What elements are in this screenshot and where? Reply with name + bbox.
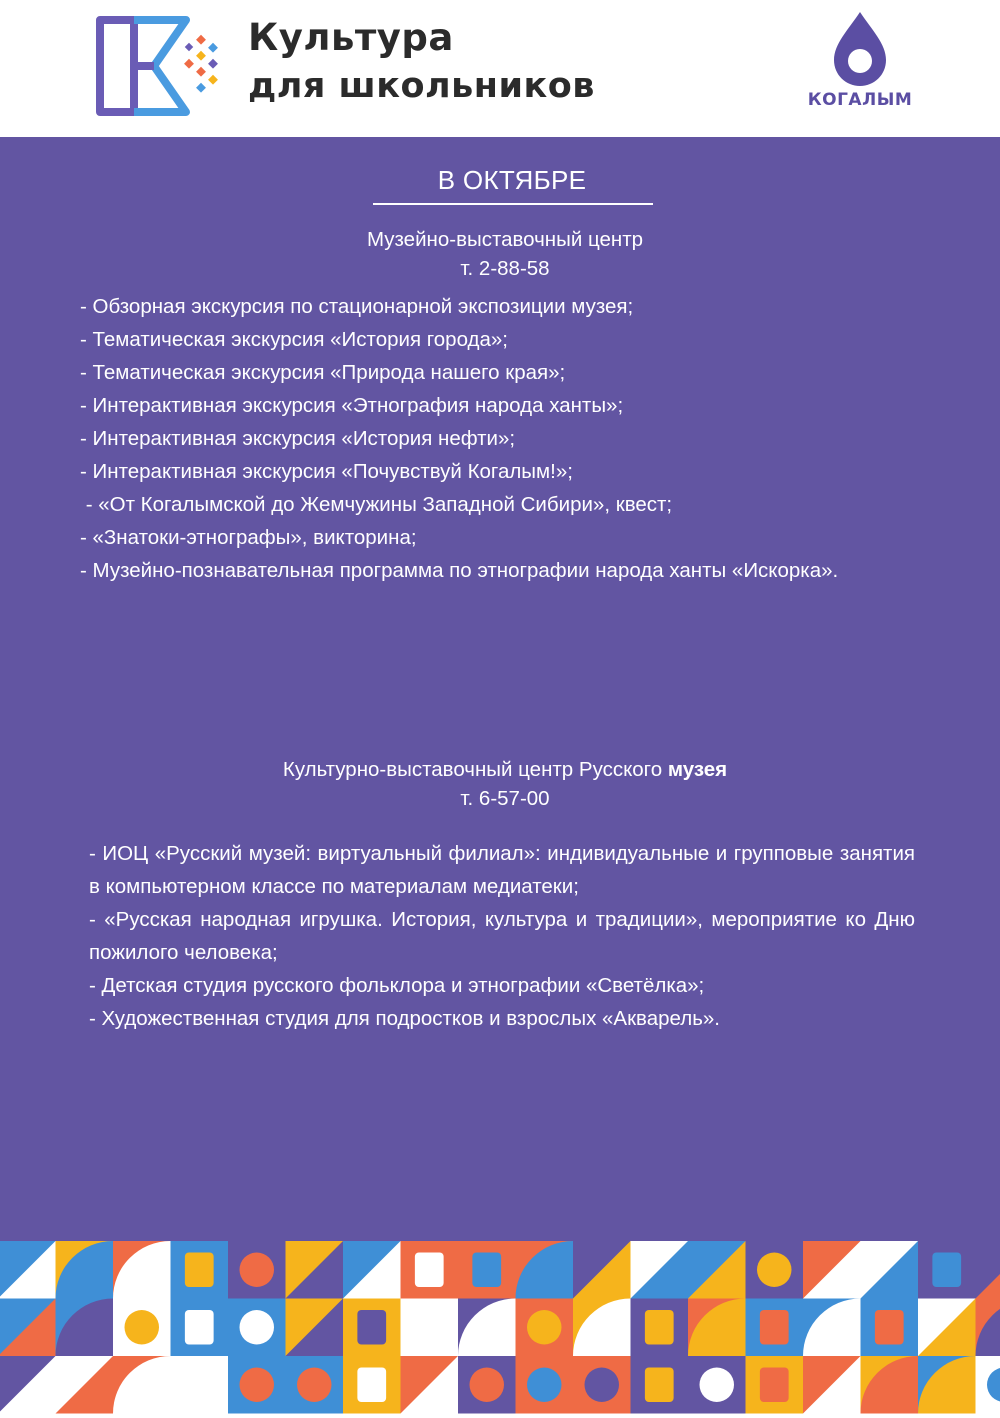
list-item: - «Русская народная игрушка. История, культура и традиции», мероприятие ко Дню пожилого человека; [89, 903, 915, 969]
circle-icon [631, 1299, 689, 1357]
lyre-icon [861, 1241, 919, 1299]
brand-title [248, 14, 595, 110]
palette-icon [0, 1241, 56, 1299]
circle-icon [631, 1356, 689, 1414]
lyre-icon [516, 1299, 574, 1357]
list-item: - Тематическая экскурсия «История города»; [80, 323, 838, 356]
list-item: - ИОЦ «Русский музей: виртуальный филиал»: индивидуальные и групповые занятия в компьютерном классе по материалам медиатеки; [89, 837, 915, 903]
book-icon [746, 1356, 804, 1414]
section2-phone: т. 6-57-00 [0, 784, 1000, 813]
list-item: - «Знатоки-этнографы», викторина; [80, 521, 838, 554]
egg-icon [228, 1299, 286, 1357]
brand-line1: Культура [248, 14, 595, 62]
egg-icon [918, 1356, 976, 1414]
list-item: - Художественная студия для подростков и взрослых «Акварель». [89, 1002, 915, 1035]
circle-icon [976, 1356, 1000, 1414]
column-icon [458, 1299, 516, 1357]
column-icon [803, 1241, 861, 1299]
section2-list [89, 837, 915, 1035]
egg-icon [573, 1299, 631, 1357]
lyre-icon [171, 1356, 229, 1414]
list-item: - Интерактивная экскурсия «Почувствуй Когалым!»; [80, 455, 838, 488]
city-name: КОГАЛЫМ [800, 90, 920, 110]
egg-icon [228, 1241, 286, 1299]
title-underline [373, 203, 653, 205]
column-icon [803, 1299, 861, 1357]
brand-line2: для школьников [248, 62, 595, 110]
lyre-icon [171, 1299, 229, 1357]
circle-icon [976, 1241, 1000, 1299]
palette-icon [688, 1241, 746, 1299]
list-item: - Интерактивная экскурсия «История нефти»; [80, 422, 838, 455]
list-item: - Музейно-познавательная программа по этнографии народа ханты «Искорка». [80, 554, 838, 587]
section2-name-text: Культурно-выставочный центр Русского [283, 758, 668, 781]
book-icon [56, 1241, 114, 1299]
section1-heading [0, 225, 1000, 283]
palette-icon [343, 1241, 401, 1299]
section2-heading [0, 755, 1000, 813]
list-item: - Детская студия русского фольклора и этнографии «Светёлка»; [89, 969, 915, 1002]
egg-icon [918, 1241, 976, 1299]
header [0, 0, 1000, 137]
palette-icon [0, 1299, 56, 1357]
lyre-icon [171, 1241, 229, 1299]
section1-phone: т. 2-88-58 [0, 254, 1000, 283]
egg-icon [573, 1241, 631, 1299]
pattern-tiles [0, 1241, 1000, 1414]
decorative-pattern [0, 1241, 1000, 1414]
column-icon [113, 1241, 171, 1299]
section2-name-bold: музея [668, 758, 727, 781]
content-panel [0, 137, 1000, 1241]
list-item: - Обзорная экскурсия по стационарной экспозиции музея; [80, 290, 838, 323]
book-icon [746, 1299, 804, 1357]
circle-icon [631, 1241, 689, 1299]
circle-icon [286, 1241, 344, 1299]
book-icon [56, 1356, 114, 1414]
egg-icon [228, 1356, 286, 1414]
column-icon [458, 1356, 516, 1414]
book-icon [746, 1241, 804, 1299]
drop-icon [830, 10, 890, 88]
egg-icon [573, 1356, 631, 1414]
page-title: В ОКТЯБРЕ [0, 165, 1000, 196]
circle-icon [976, 1299, 1000, 1357]
list-item: - Тематическая экскурсия «Природа нашего края»; [80, 356, 838, 389]
column-icon [458, 1241, 516, 1299]
lyre-icon [516, 1356, 574, 1414]
column-icon [113, 1299, 171, 1357]
list-item: - Интерактивная экскурсия «Этнография народа ханты»; [80, 389, 838, 422]
book-icon [401, 1241, 459, 1299]
egg-icon [918, 1299, 976, 1357]
circle-icon [286, 1356, 344, 1414]
palette-icon [688, 1299, 746, 1357]
lyre-icon [516, 1241, 574, 1299]
section1-name: Музейно-выставочный центр [0, 225, 1000, 254]
lyre-icon [861, 1356, 919, 1414]
list-item: - «От Когалымской до Жемчужины Западной Сибири», квест; [80, 488, 838, 521]
column-icon [113, 1356, 171, 1414]
section1-list [80, 290, 838, 587]
palette-icon [0, 1356, 56, 1414]
culture-k-logo-icon [94, 14, 229, 118]
circle-icon [286, 1299, 344, 1357]
palette-icon [343, 1299, 401, 1357]
lyre-icon [861, 1299, 919, 1357]
book-icon [401, 1356, 459, 1414]
palette-icon [343, 1356, 401, 1414]
city-logo [800, 10, 920, 122]
section2-name [0, 755, 1000, 784]
palette-icon [688, 1356, 746, 1414]
column-icon [803, 1356, 861, 1414]
book-icon [56, 1299, 114, 1357]
book-icon [401, 1299, 459, 1357]
